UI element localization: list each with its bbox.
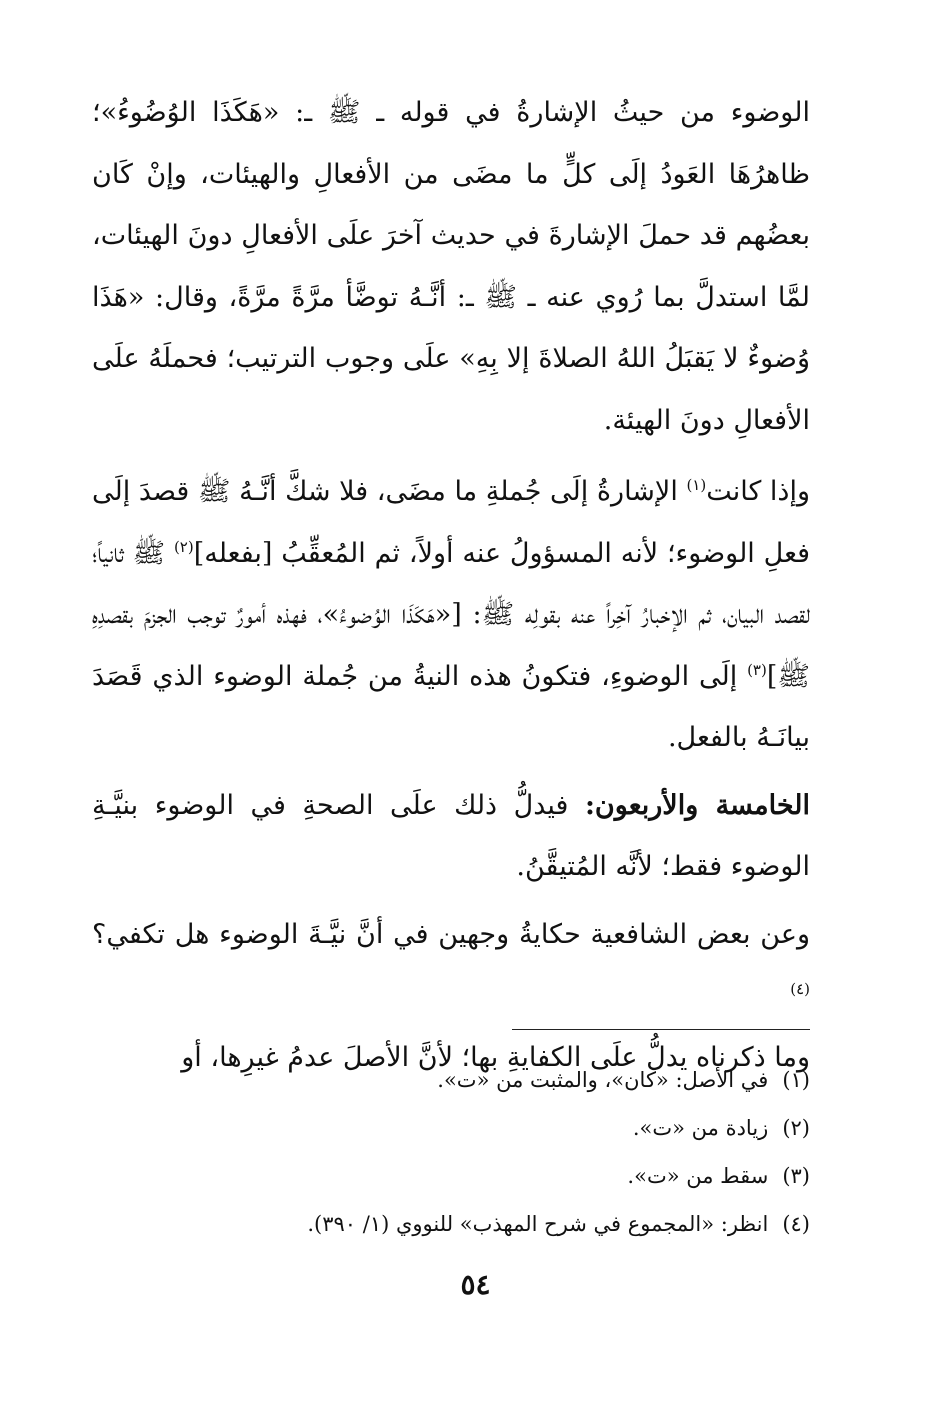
paragraph-2-part-b: الإشارةُ إلَى جُملةِ ما مضَى، فلا شكَّ أنَّـهُ ﷺ قصدَ إلَى فعلِ الوضوء؛ لأنه المسؤولُ عنه أولاً، ثم المُعقِّبُ [بفعله] <box>92 476 810 569</box>
footnote-number: (٤) <box>782 1212 810 1236</box>
footnote-ref-1: (١) <box>686 476 707 494</box>
paragraph-2-part-a: وإذا كانت <box>706 476 810 507</box>
footnote-ref-2: (٢) <box>173 537 194 556</box>
page-number: ٥٤ <box>460 1268 491 1301</box>
footnote-text: سقط من «ت». <box>627 1164 769 1188</box>
footnote-number: (١) <box>782 1068 810 1092</box>
footnote-text: في الأصل: «كان»، والمثبت من «ت». <box>437 1068 769 1092</box>
footnote-ref-4: (٤) <box>790 980 810 998</box>
paragraph-5: وما ذكرناه يدلُّ علَى الكفايةِ بها؛ لأنَّ الأصلَ عدمُ غيرِها، أو <box>181 1041 810 1073</box>
section-heading: الخامسة والأربعون: <box>584 789 810 821</box>
footnote-number: (٣) <box>782 1164 810 1188</box>
paragraph-4 <box>92 904 810 1027</box>
paragraph-4-text: وعن بعض الشافعية حكايةُ وجهين في أنَّ نيَّـةَ الوضوء هل تكفي؟ <box>92 918 810 950</box>
paragraph-2-part-c: ﷺ ثانياً؛ لقصد البيان، ثم الإخبارُ آخِراً عنه بقولِه ﷺ: [«هَكَذَا الوُضوءُ»، فهذه أمورٌ توجب الجزمَ بقصدِهِ ﷺ] <box>92 537 810 692</box>
footnote-3 <box>92 1152 810 1200</box>
footnotes <box>92 1056 810 1248</box>
footnote-ref-3: (٣) <box>747 660 767 679</box>
paragraph-2-part-d: إلَى الوضوءِ، فتكونُ هذه النيةُ من جُملة الوضوء الذي قَصَدَ بيانَـهُ بالفعل. <box>92 660 810 753</box>
footnote-text: انظر: «المجموع في شرح المهذب» للنووي (١/ ٣٩٠). <box>307 1212 769 1236</box>
paragraph-3-text: فيدلُّ ذلك علَى الصحةِ في الوضوء بنيَّـةِ الوضوء فقط؛ لأنَّه المُتيقَّنُ. <box>92 789 810 882</box>
footnote-divider <box>512 1029 810 1030</box>
footnote-number: (٢) <box>782 1116 810 1140</box>
main-text <box>92 82 810 1088</box>
footnote-text: زيادة من «ت». <box>632 1116 769 1140</box>
paragraph-2 <box>92 461 810 769</box>
paragraph-1: الوضوء من حيثُ الإشارةُ في قوله ـ ﷺ ـ: «هَكَذَا الوُضُوءُ»؛ ظاهرُهَا العَودُ إلَى كلٍّ ما مضَى من الأفعالِ والهيئات، وإنْ كَان بعضُهم قد حملَ الإشارةَ في حديث آخرَ علَى الأفعالِ دونَ الهيئات، لمَّا استدلَّ بما رُوي عنه ـ ﷺ ـ: أنَّـهُ توضَّأ مرَّةً مرَّةً، وقال: «هَذَا وُضوءٌ لا يَقبَلُ اللهُ الصلاةَ إلا بِهِ» علَى وجوب الترتيب؛ فحملَهُ علَى الأفعالِ دونَ الهيئة. <box>92 97 810 436</box>
paragraph-3 <box>92 775 810 898</box>
footnote-1 <box>92 1056 810 1104</box>
footnote-4 <box>92 1200 810 1248</box>
footnote-2 <box>92 1104 810 1152</box>
